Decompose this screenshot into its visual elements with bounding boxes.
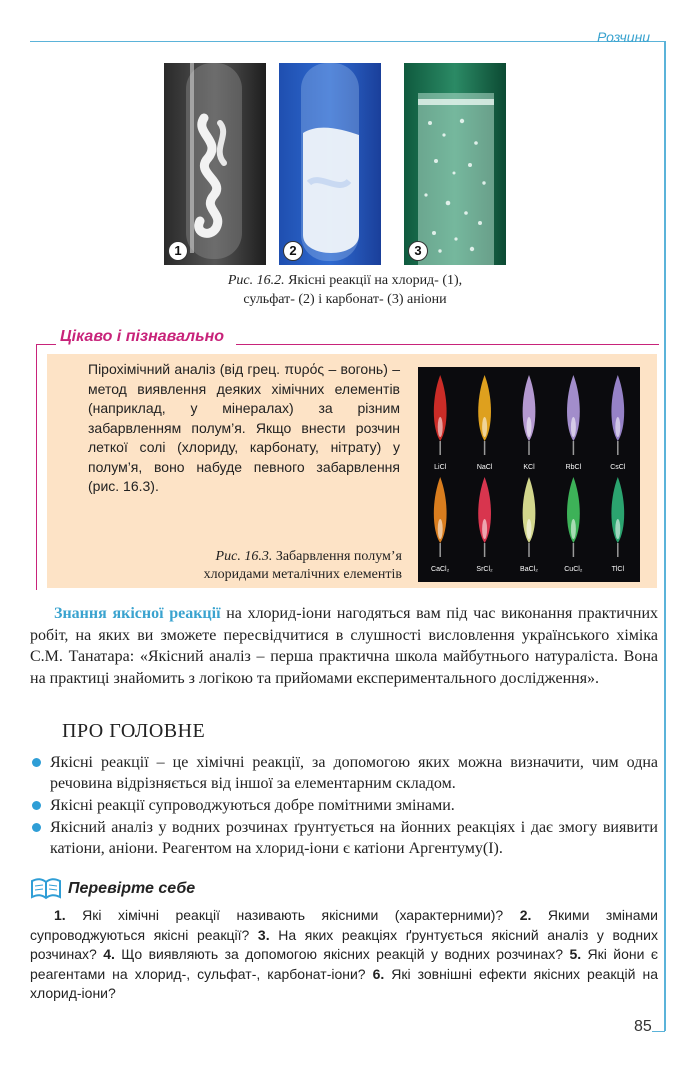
photo-chloride-test-tube — [164, 63, 266, 265]
photo-number-badge: 1 — [168, 241, 188, 261]
interesting-text: Пірохімічний аналіз (від грец. πυρός – вогонь) – метод виявлення деяких хімічних елементів (наприклад, у мінералах) за різним забарвленням полум’я. Якщо внести розчин леткої солі (хлориду, карбонату, нітрату) у полум’я, воно набуде певного забарвлення (рис. 16.3). — [88, 361, 400, 494]
photo-sulfate-test-tube — [279, 63, 381, 265]
check-yourself-title: Перевірте себе — [68, 880, 196, 897]
flame-label: CaCl₂ — [431, 566, 450, 573]
flame-label: SrCl₂ — [476, 566, 493, 573]
open-book-icon — [30, 877, 62, 901]
paragraph-text: на хлорид-іони нагодяться вам під час виконання практичних робіт, на яких ви зможете пересвідчитися в слушності висловлення українського хіміка С.М. Танатара: «Якісний аналіз – перша практична школа майбутнього натураліста. Вона на практиці знайомить з логікою та прийомами експериментального дослідження». — [30, 605, 659, 687]
running-header-title: Розчини — [597, 29, 651, 45]
flame-cucl — [564, 477, 583, 573]
flame-nacl — [477, 375, 493, 471]
flame-label: KCl — [523, 464, 535, 471]
question-number: 4. — [103, 946, 115, 962]
summary-item-text: Якісні реакції – це хімічні реакції, за допомогою яких можна визначити, чим одна речовина відрізняється від іншої за елементарним складом. — [50, 754, 658, 792]
caption-text: Забарвлення полум’я — [272, 549, 402, 564]
question-number: 2. — [519, 907, 532, 923]
flame-licl — [434, 375, 447, 471]
flame-cscl — [610, 375, 626, 471]
header-rule — [30, 41, 590, 42]
page-margin-rule — [664, 41, 666, 1031]
caption-text: сульфат- (2) і карбонат- (3) аніони — [243, 292, 447, 307]
flame-label: NaCl — [476, 464, 493, 471]
flame-bacl — [520, 477, 538, 573]
flame-rbcl — [566, 375, 582, 471]
photo-number-badge: 2 — [283, 241, 303, 261]
question-text: Якими змінами супроводжуються якісні реакції? — [30, 907, 658, 943]
key-term: Знання якісної реакції — [54, 605, 221, 622]
question-number: 6. — [372, 965, 385, 982]
figure-16-2-caption — [170, 271, 520, 309]
question-number: 1. — [54, 907, 66, 923]
question-text: На яких реакціях ґрунтується якісний аналіз у водних розчинах? — [30, 926, 658, 962]
box-border — [36, 344, 56, 345]
main-paragraph — [30, 603, 658, 689]
flame-label: BaCl₂ — [520, 566, 538, 573]
box-border — [36, 344, 37, 590]
question-text: Які хімічні реакції називають якісними (характерними)? — [65, 907, 520, 923]
figure-label: Рис. 16.2. — [227, 273, 285, 288]
box-border — [236, 344, 659, 345]
flame-label: RbCl — [565, 464, 582, 471]
summary-item — [30, 752, 658, 794]
summary-item-text: Якісні реакції супроводжуються добре помітними змінами. — [50, 797, 455, 814]
bullet-dot-icon — [32, 801, 41, 810]
page-number: 85 — [634, 1018, 652, 1035]
questions-paragraph — [30, 906, 658, 1004]
caption-text: хлоридами металічних елементів — [203, 567, 402, 582]
summary-item — [30, 795, 658, 816]
flame-label: CsCl — [610, 464, 626, 471]
summary-item-text: Якісний аналіз у водних розчинах ґрунтується на йонних реакціях і дає змогу виявити катіони, аніони. Реагентом на хлорид-іони є катіони Аргентуму(I). — [50, 819, 658, 857]
flame-label: CuCl₂ — [564, 566, 583, 573]
summary-list — [30, 752, 658, 860]
summary-heading: ПРО ГОЛОВНЕ — [62, 720, 206, 742]
flame-kcl — [523, 375, 536, 471]
bullet-dot-icon — [32, 823, 41, 832]
question-text: Які зовнішні ефекти якісних реакцій на хлорид-іони? — [30, 965, 658, 1001]
photo-number-badge: 3 — [408, 241, 428, 261]
photo-carbonate-test-tube — [404, 63, 506, 265]
question-number: 3. — [257, 926, 270, 943]
question-number: 5. — [569, 946, 582, 962]
flame-tlcl — [611, 477, 624, 573]
flame-label: TlCl — [611, 566, 625, 573]
flame-label: LiCl — [434, 464, 447, 471]
flame-srcl — [476, 477, 493, 573]
figure-16-3-caption — [140, 548, 402, 584]
flame-cacl — [431, 477, 450, 573]
question-text: Які йони є реагентами на хлорид-, сульфат-, карбонат-іони? — [30, 946, 658, 982]
page-margin-rule — [652, 1031, 665, 1032]
figure-label: Рис. 16.3. — [215, 549, 273, 564]
bullet-dot-icon — [32, 758, 41, 767]
summary-item — [30, 817, 658, 859]
caption-text: Якісні реакції на хлорид- (1), — [284, 273, 463, 288]
flame-colors-photo — [418, 367, 640, 582]
interesting-title: Цікаво і пізнавально — [60, 328, 225, 345]
question-text: Що виявляють за допомогою якісних реакцій у водних розчинах? — [114, 946, 570, 962]
